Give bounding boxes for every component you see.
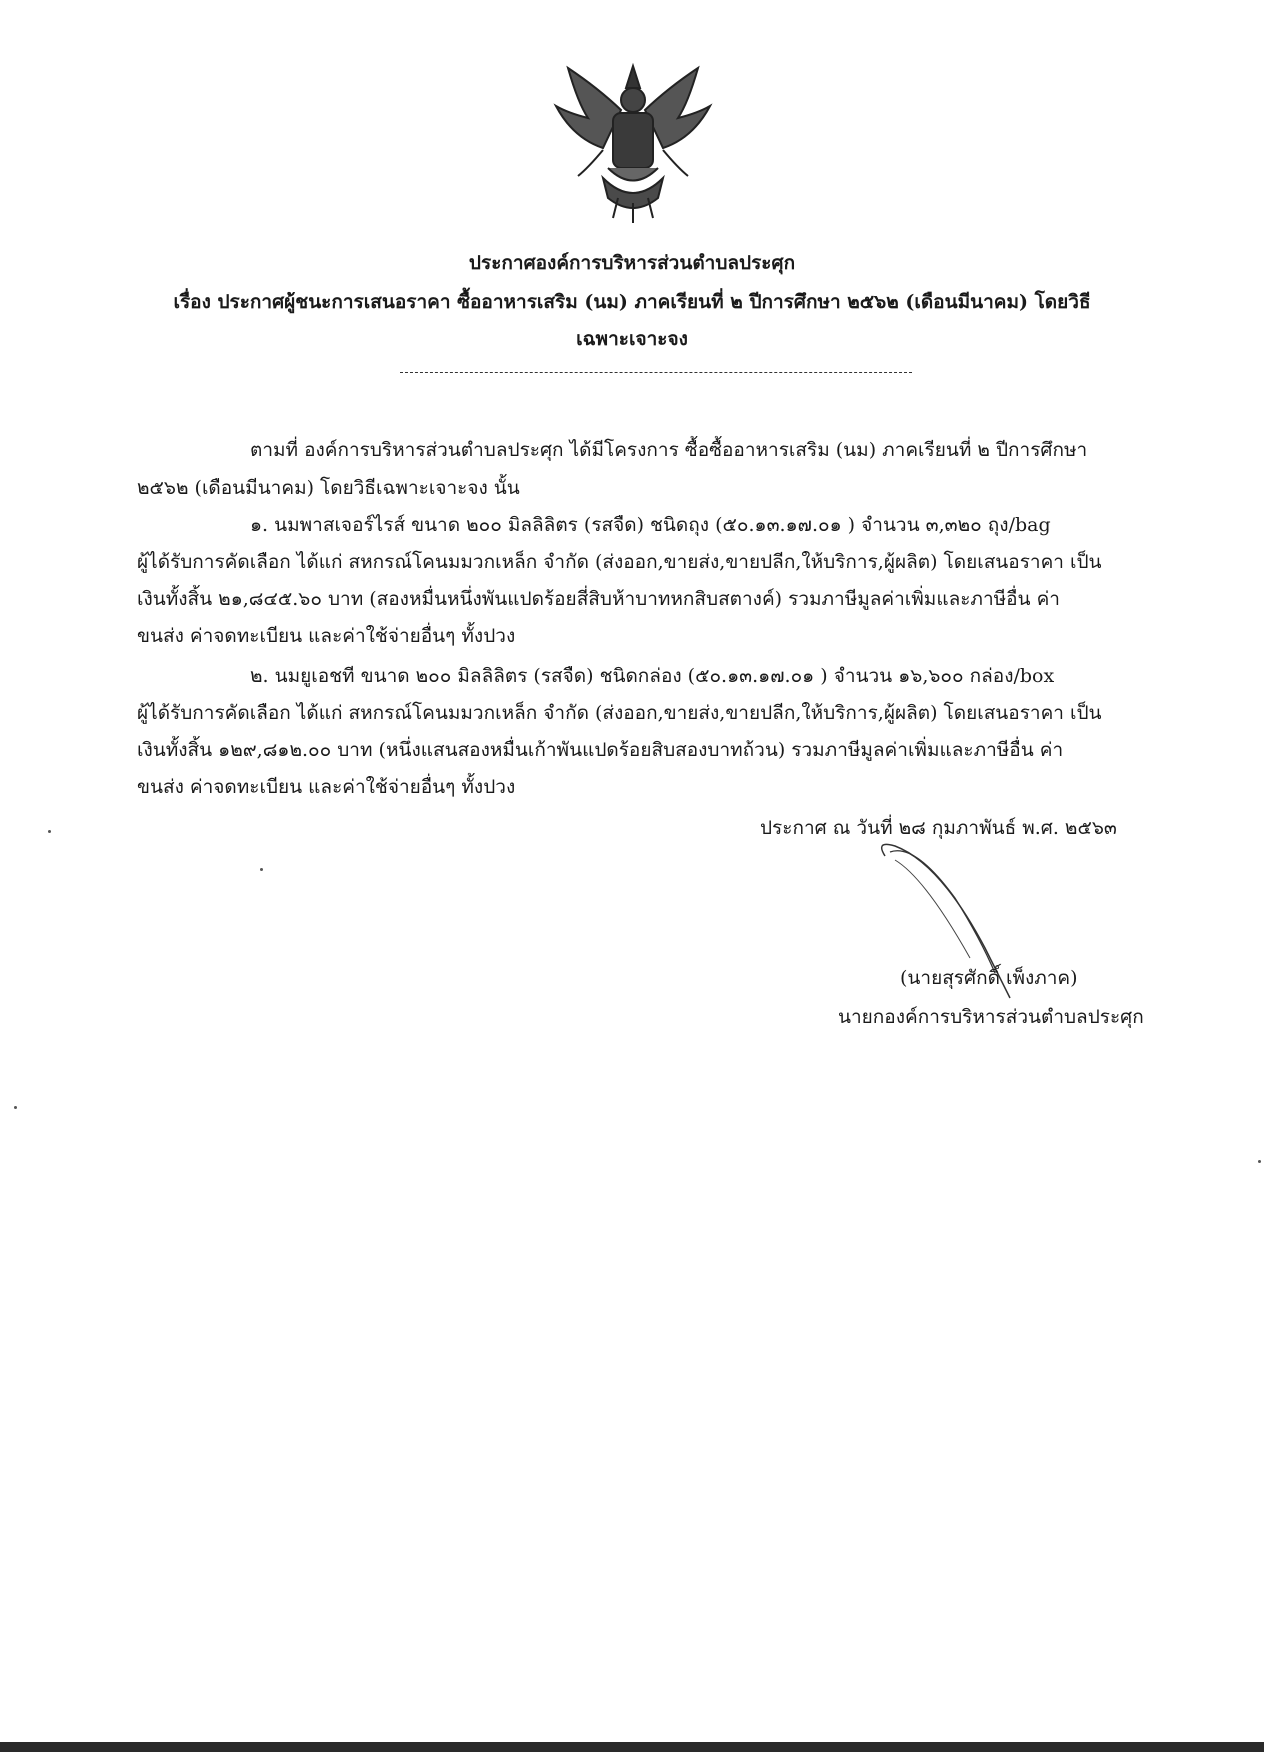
item-2-line: ขนส่ง ค่าจดทะเบียน และค่าใช้จ่ายอื่นๆ ทั้งปวง xyxy=(137,776,516,798)
item-2-line: ผู้ได้รับการคัดเลือก ได้แก่ สหกรณ์โคนมมวกเหล็ก จำกัด (ส่งออก,ขายส่ง,ขายปลีก,ให้บริการ,ผู้ผลิต) โดยเสนอราคา เป็น xyxy=(137,702,1102,724)
garuda-emblem-icon xyxy=(548,58,718,228)
document-subject-cont: เฉพาะเจาะจง xyxy=(576,328,688,350)
item-2-line: เงินทั้งสิ้น ๑๒๙,๘๑๒.๐๐ บาท (หนึ่งแสนสองหมื่นเก้าพันแปดร้อยสิบสองบาทถ้วน) รวมภาษีมูลค่าเพิ่มและภาษีอื่น ค่า xyxy=(137,739,1064,761)
item-1-line: เงินทั้งสิ้น ๒๑,๘๔๕.๖๐ บาท (สองหมื่นหนึ่งพันแปดร้อยสี่สิบห้าบาทหกสิบสตางค์) รวมภาษีมูลค่าเพิ่มและภาษีอื่น ค่า xyxy=(137,588,1060,610)
announcement-date: ประกาศ ณ วันที่ ๒๘ กุมภาพันธ์ พ.ศ. ๒๕๖๓ xyxy=(760,817,1117,839)
document-title: ประกาศองค์การบริหารส่วนตำบลประศุก xyxy=(468,252,796,274)
item-1-line: ผู้ได้รับการคัดเลือก ได้แก่ สหกรณ์โคนมมวกเหล็ก จำกัด (ส่งออก,ขายส่ง,ขายปลีก,ให้บริการ,ผู้ผลิต) โดยเสนอราคา เป็น xyxy=(137,551,1102,573)
signer-name: (นายสุรศักดิ์ เพ็งภาค) xyxy=(900,967,1078,989)
item-1-line: ขนส่ง ค่าจดทะเบียน และค่าใช้จ่ายอื่นๆ ทั้งปวง xyxy=(137,625,516,647)
scan-speck xyxy=(1258,1160,1261,1163)
item-1-line: ๑. นมพาสเจอร์ไรส์ ขนาด ๒๐๐ มิลลิลิตร (รสจืด) ชนิดถุง (๕๐.๑๓.๑๗.๐๑ ) จำนวน ๓,๓๒๐ ถุง/bag xyxy=(250,514,1051,536)
body-paragraph-line: ๒๕๖๒ (เดือนมีนาคม) โดยวิธีเฉพาะเจาะจง นั้น xyxy=(137,477,520,499)
body-paragraph-line: ตามที่ องค์การบริหารส่วนตำบลประศุก ได้มีโครงการ ซื้อซื้ออาหารเสริม (นม) ภาคเรียนที่ ๒ ปีการศึกษา xyxy=(250,439,1088,461)
signer-position: นายกองค์การบริหารส่วนตำบลประศุก xyxy=(838,1006,1144,1028)
scan-speck xyxy=(48,830,51,833)
scan-speck xyxy=(260,868,263,871)
scan-bottom-edge xyxy=(0,1742,1264,1752)
item-2-line: ๒. นมยูเอชที ขนาด ๒๐๐ มิลลิลิตร (รสจืด) ชนิดกล่อง (๕๐.๑๓.๑๗.๐๑ ) จำนวน ๑๖,๖๐๐ กล่อง/box xyxy=(250,665,1055,687)
scan-speck xyxy=(14,1106,17,1109)
document-subject: เรื่อง ประกาศผู้ชนะการเสนอราคา ซื้ออาหารเสริม (นม) ภาคเรียนที่ ๒ ปีการศึกษา ๒๕๖๒ (เดือนมีนาคม) โดยวิธี xyxy=(173,291,1091,313)
header-divider xyxy=(400,372,912,373)
